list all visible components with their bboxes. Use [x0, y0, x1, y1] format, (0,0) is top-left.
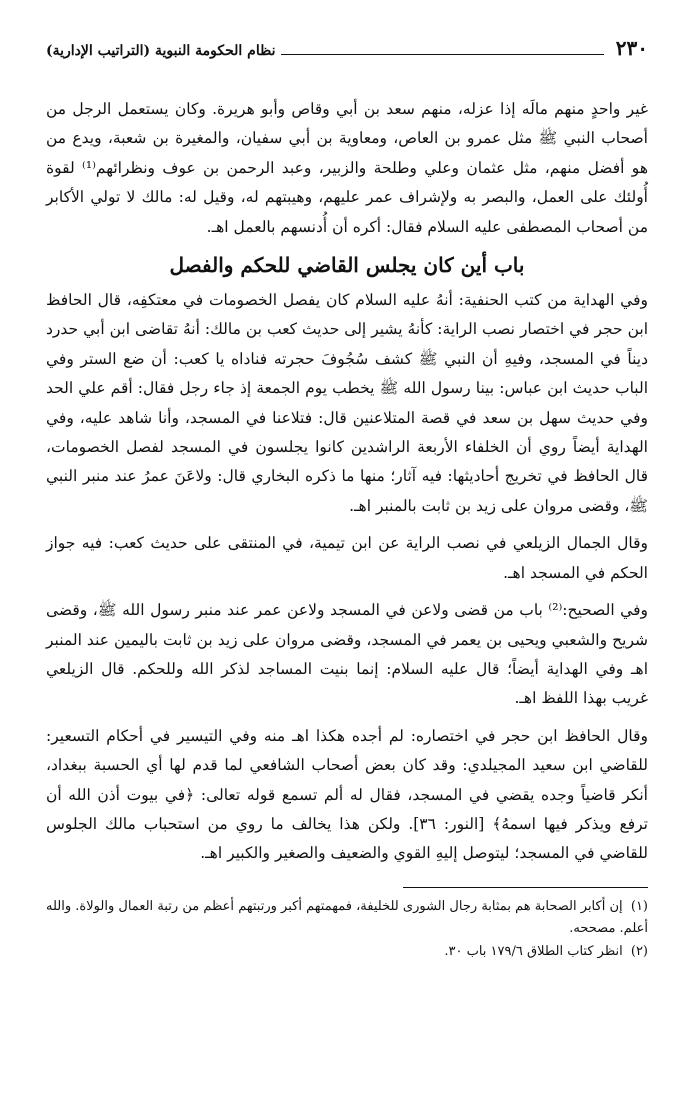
footnotes — [46, 896, 648, 964]
footnote-text: إن أكابر الصحابة هم بمثابة رجال الشورى للخليفة، فمهمتهم أكبر ورتبتهم أعظم من رتبة العمال والولاة. والله أعلم. مصححه. — [46, 898, 648, 937]
paragraph-continued: غير واحدٍ منهم مالَه إذا عزله، منهم سعد بن أبي وقاص وأبو هريرة. وكان يستعمل الرجل من أصحاب النبي ﷺ مثل عمرو بن العاص، ومعاوية بن أبي سفيان، والمغيرة بن شعبة، ويدع من هو أفضل منهم، مثل عثمان وعلي وطلحة والزبير، وعبد الرحمن بن عوف ونظرائهم⁽¹⁾ لقوة أُولئك على العمل، والبصر به ولإشراف عمر عليهم، وهيبتهم له، وقيل له: مالك لا تولي الأكابر من أصحاب المصطفى عليه السلام فقال: أكره أن أُدنسهم بالعمل اهـ. — [46, 100, 648, 236]
header-rule — [281, 42, 603, 55]
page-body — [46, 95, 648, 869]
paragraph: وفي الصحيح:⁽²⁾ باب من قضى ولاعن في المسجد ولاعن عمر عند منبر رسول الله ﷺ، وقضى شريح والشعبي ويحيى بن يعمر في المسجد، وقضى مروان على زيد بن ثابت باليمين عند المنبر اهـ وفي الهداية أيضاً؛ قال عليه السلام: إنما بنيت المساجد لذكر الله وللحكم. قال الزيلعي غريب بهذا اللفظ اهـ. — [46, 601, 649, 708]
page-number: ٢٣٠ — [615, 36, 648, 60]
paragraph: وقال الجمال الزيلعي في نصب الراية عن ابن تيمية، في المنتقى على حديث كعب: فيه جواز الحكم في المسجد اهـ. — [46, 534, 648, 582]
footnote-text: انظر كتاب الطلاق ١٧٩/٦ باب ٣٠. — [444, 943, 623, 959]
running-title: نظام الحكومة النبوية (التراتيب الإدارية) — [46, 43, 276, 59]
paragraph: وفي الهداية من كتب الحنفية: أنهُ عليه السلام كان يفصل الخصومات في معتكفِه، قال الحافظ ابن حجر في اختصار نصب الراية: كأنهُ يشير إلى حديث كعب بن مالك: أنهُ تقاضى ابن أبي حدرد ديناً في المسجد، وفيهِ أن النبي ﷺ كشف سُجُوفَ حجرته فناداه يا كعب: أن ضع الستر وفي الباب حديث ابن عباس: بينا رسول الله ﷺ يخطب يوم الجمعة إذ جاء رجل فقال: أقم علي الحد وفي حديث سهل بن سعد في قصة المتلاعنين قال: فتلاعنا في المسجد، وأنا شاهد عليه، وفي الهداية أيضاً روي أن الخلفاء الأربعة الراشدين كانوا يجلسون في المسجد لفصل الخصومات، قال الحافظ في تخريج أحاديثها: فيه آثار؛ منها ما ذكره البخاري قال: ولاعَنَ عمرُ عند منبر النبي ﷺ، وقضى مروان على زيد بن ثابت بالمنبر اهـ. — [46, 291, 648, 515]
footnote — [46, 896, 648, 941]
footnote — [46, 941, 648, 964]
chapter-title: باب أين كان يجلس القاضي للحكم والفصل — [169, 253, 525, 278]
footnote-separator — [403, 887, 648, 888]
paragraph: وقال الحافظ ابن حجر في اختصاره: لم أجده هكذا اهـ منه وفي التيسير في أحكام التسعير: للقاضي ابن سعيد المجيلدي: وقد كان بعض أصحاب الشافعي لما قدم لها أي الحسبة ببغداد، أنكر قاضياً وجده يقضي في المسجد، فقال له ألم تسمع قوله تعالى: ﴿في بيوت أذن الله أن ترفع ويذكر فيها اسمهُ﴾ [النور: ٣٦]. ولكن هذا يخالف ما روي من استحباب مالك الجلوس للقاضي في المسجد؛ ليتوصل إليهِ القوي والضعيف والصغير والكبير اهـ. — [46, 726, 648, 863]
footnote-number: (٢) — [630, 943, 648, 959]
page-header — [46, 38, 648, 61]
footnote-number: (١) — [630, 898, 648, 914]
